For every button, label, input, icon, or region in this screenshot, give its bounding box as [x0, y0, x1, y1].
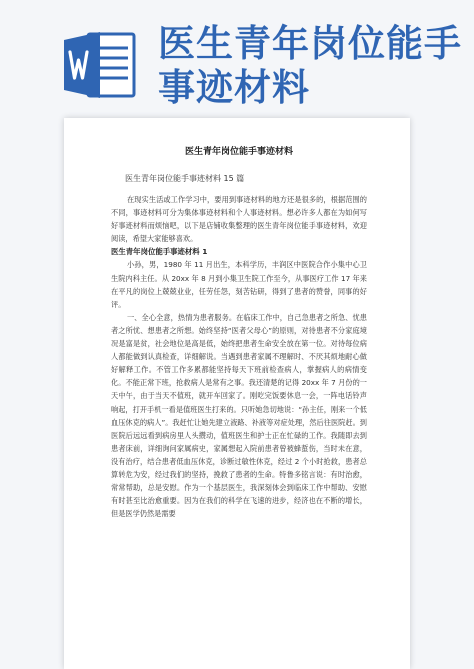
body-paragraph-1: 小孙，男，1980 年 11 月出生，本科学历，丰润区中医院合作小集中心卫生院内科主任。从 20xx 年 8 月到小集卫生院工作至今，从事医疗工作 17 年来在平凡的岗位上兢兢业业，任劳任怨，刻苦钻研，得到了患者的赞誉，同事的好评。	[111, 260, 367, 309]
document-title: 医生青年岗位能手事迹材料	[184, 147, 293, 157]
intro-paragraph: 在现实生活或工作学习中，要用到事迹材料的地方还是很多的，根据范围的不同，事迹材料可分为集体事迹材料和个人事迹材料。想必许多人都在为如何写好事迹材料而烦恼吧，以下是店铺收集整理的医生青年岗位能手事迹材料，欢迎阅读，希望大家能够喜欢。	[111, 195, 367, 244]
document-page	[64, 118, 410, 669]
hero-title: 医生青年岗位能手事迹材料	[158, 22, 462, 109]
section-heading: 医生青年岗位能手事迹材料 1	[111, 247, 208, 257]
word-document-icon	[60, 28, 142, 102]
document-subtitle: 医生青年岗位能手事迹材料 15 篇	[125, 174, 245, 183]
document-body	[111, 146, 367, 520]
body-paragraph-2: 一、全心全意，热情为患者服务。在临床工作中，自己急患者之所急、忧患者之所忧、想患者之所想。始终坚持“医者父母心”的原则，对待患者不分家庭境况是富是贫，社会地位是高是低，始终把患者生命安全放在第一位。对待每位病人都能做到认真检查，详细解说。当遇到患者家属不理解时、不厌其烦地耐心做好解释工作。不管工作多累都能坚持每天下班前检查病人，掌握病人的病情变化。不能正常下班，抢救病人是常有之事。我还清楚的记得 20xx 年 7 月份的一天中午，由于当天不值班，就开车回家了。刚吃完饭要休息一会，一阵电话铃声响起，打开手机一看是值班医生打来的。只听她急切地说：“孙主任，刚来一个低血压休克的病人”。我赶忙让她先建立液路、补液等对症处理，然后往医院赶。到医院后远远看到病房里人头攒动，值班医生和护士正在忙碌的工作。我随即去到患者床前，详细询问家属病史，家属想起入院前患者曾被蜂蜇伤，当时未在意，没有治疗，结合患者低血压休克，诊断过敏性休克，经过 2 个小时抢救，患者总算转危为安，经过我们的坚持，挽救了患者的生命。特鲁多铭言说：有时治愈，常常帮助，总是安慰。作为一个基层医生，我深刻体会到临床工作中帮助、安慰有时甚至比治愈重要。因为在我们的科学在飞速的进步，经济也在不断的增长，但是医学仍然是需要	[111, 312, 367, 519]
page-header	[0, 0, 474, 112]
